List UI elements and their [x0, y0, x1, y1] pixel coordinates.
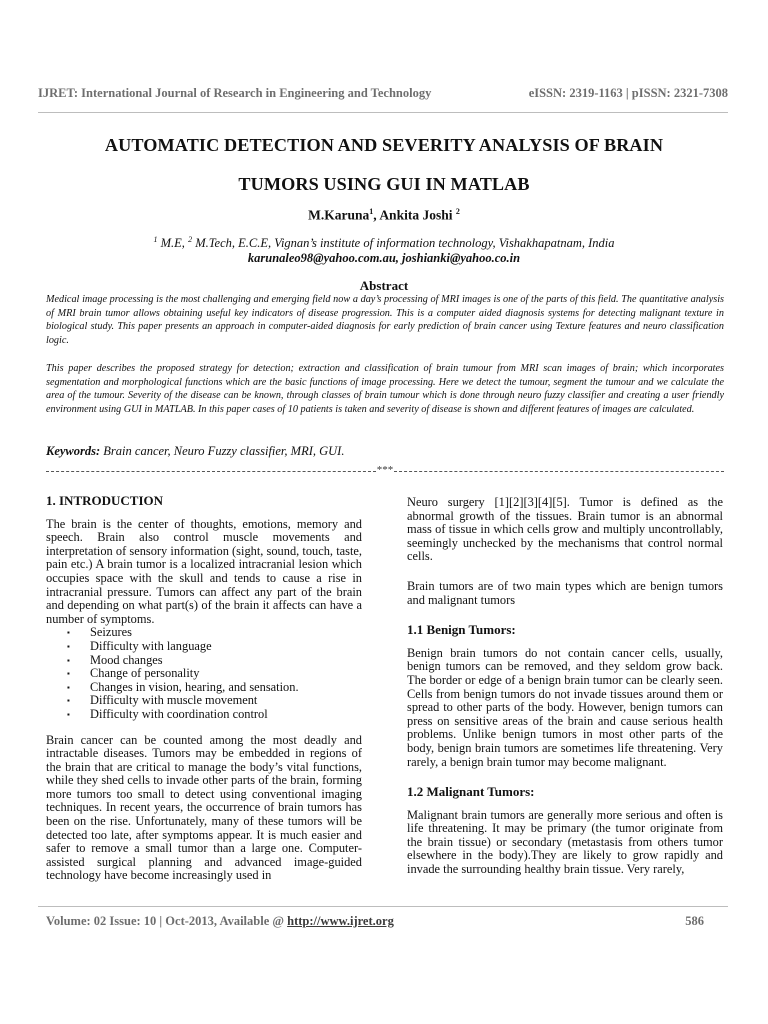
keywords-text: Brain cancer, Neuro Fuzzy classifier, MRI, GUI. [100, 444, 345, 458]
left-column [46, 494, 362, 895]
author-list [40, 207, 728, 224]
bullet-icon: ▪ [67, 655, 70, 665]
author-2-sup: 2 [455, 207, 460, 216]
intro-paragraph: The brain is the center of thoughts, emotions, memory and speech. Brain also control muscle movements and interpretation of sensory information (sight, sound, touch, taste, pain etc.) A brain tumor is a localized intracranial lesion which occupies space with the skull and tends to cause a rise in intracranial pressure. Tumors can affect any part of the brain and depending on what part(s) of the brain it affects can have a number of symptoms. [46, 516, 362, 626]
abstract-paragraph-2: This paper describes the proposed strategy for detection; extraction and classification of brain tumour from MRI scan images of brain; which incorporates segmentation and morphological functions which are the basic functions of image processing. Here we detect the tumour, segment the tumour and we calculate the area of the tumour. Severity of the disease can be known, through classes of brain tumour which is done through neuro fuzzy classifier and creating a user friendly environment using GUI in MATLAB. In this paper cases of 10 patients is taken and severity of disease is shown and different features of images are calculated. [46, 363, 724, 415]
list-item-text: Seizures [90, 625, 132, 640]
list-item [67, 706, 362, 722]
benign-heading: 1.1 Benign Tumors: [407, 622, 516, 638]
tumor-types-paragraph: Brain tumors are of two main types which are benign tumors and malignant tumors [407, 578, 723, 607]
malignant-heading: 1.2 Malignant Tumors: [407, 784, 535, 800]
intro-heading: 1. INTRODUCTION [46, 493, 164, 508]
paper-title [40, 126, 728, 204]
list-item-text: Mood changes [90, 652, 163, 667]
keywords-label: Keywords: [46, 444, 101, 458]
title-line-2: TUMORS USING GUI IN MATLAB [238, 174, 530, 194]
right-column [407, 496, 723, 889]
volume-text: Volume: 02 Issue: 10 | Oct-2013, Available @ [46, 914, 288, 928]
journal-url-link[interactable]: http://www.ijret.org [287, 914, 394, 928]
bullet-icon: ▪ [67, 628, 70, 638]
list-item-text: Change of personality [90, 666, 200, 681]
page-number: 586 [685, 914, 704, 928]
list-item-text: Difficulty with muscle movement [90, 693, 258, 708]
brain-cancer-paragraph: Brain cancer can be counted among the most deadly and intractable diseases. Tumors may be embedded in regions of the brain that are critical to manage the body’s vital functions, while they shed cells to invade other parts of the brain, forming more tumors too small to detect using conventional imaging techniques. In recent years, the occurrence of brain tumors has been on the rise. Unfortunately, many of these tumors will be detected too late, after symptoms appear. It is much easier and safer to remove a small tumor than a large one. Computer-assisted surgical planning and advanced image-guided technology have become increasingly used in [46, 732, 362, 883]
separator-dash-right [394, 471, 724, 472]
list-item-text: Difficulty with coordination control [90, 706, 268, 721]
bullet-icon: ▪ [67, 669, 70, 679]
journal-name: IJRET: International Journal of Research in Engineering and Technology [38, 86, 432, 100]
separator-dash-left [46, 471, 376, 472]
author-2: Ankita Joshi [379, 207, 453, 223]
bullet-icon: ▪ [67, 641, 70, 651]
abstract-heading: Abstract [359, 278, 409, 293]
bullet-icon: ▪ [67, 696, 70, 706]
author-1-sup: 1 [369, 207, 374, 216]
affil-text-2: M.Tech, E.C.E, Vignan’s institute of information technology, Vishakhapatnam, India [192, 236, 615, 251]
benign-paragraph: Benign brain tumors do not contain cancer cells, usually, benign tumors can be removed, and they seldom grow back. The border or edge of a benign brain tumor can be clearly seen. Cells from benign tumors do not invade tissues around them or spread to other parts of the body. However, benign tumors can press on sensitive areas of the brain and cause serious health problems. Unlike benign tumors in most other parts of the body, benign brain tumors are sometimes life threatening. Very rarely, a benign brain tumor may become malignant. [407, 645, 723, 769]
list-item-text: Changes in vision, hearing, and sensation. [90, 679, 299, 694]
list-item [67, 693, 362, 708]
abstract-paragraph-1: Medical image processing is the most challenging and emerging field now a day’s processing of MRI images is one of the parts of this field. The quantitative analysis of MRI brain tumor allows obtaining useful key indicators of disease progression. This is a computer aided diagnosis systems for detecting malignant texture in biological study. This paper presents an approach in computer-aided diagnosis for early prediction of brain cancer using Texture features and neuro classification logic. [46, 294, 724, 346]
affiliation [40, 232, 728, 266]
bullet-icon: ▪ [67, 682, 70, 692]
list-item [67, 679, 362, 695]
symptom-list [46, 626, 362, 721]
malignant-paragraph: Malignant brain tumors are generally more serious and often is life threatening. It may be primary (the tumor originate from the brain tissue) or secondary (metastasis from others tumor elsewhere in the body).They are likely to grow rapidly and invade the surrounding healthy brain tissue. Very rarely, [407, 807, 723, 877]
keywords [46, 444, 724, 459]
affil-sup-2: 2 [188, 235, 193, 244]
header-rule [38, 112, 728, 113]
affil-sup-1: 1 [153, 235, 158, 244]
section-separator [46, 464, 724, 476]
list-item-text: Difficulty with language [90, 638, 212, 653]
list-item [67, 652, 362, 668]
list-item [67, 638, 362, 654]
title-line-1: AUTOMATIC DETECTION AND SEVERITY ANALYSIS OF BRAIN [104, 135, 664, 155]
footer-rule [38, 906, 728, 907]
list-item [67, 625, 362, 640]
author-separator: , [373, 207, 380, 223]
separator-mark: *** [376, 464, 394, 476]
list-item [67, 666, 362, 681]
affil-text-1: M.E, [157, 236, 189, 251]
continuation-paragraph: Neuro surgery [1][2][3][4][5]. Tumor is defined as the abnormal growth of the tissues. Brain tumor is an abnormal mass of tissue in which cells grow and multiply uncontrollably, seemingly unchecked by the mechanisms that control normal cells. [407, 495, 723, 564]
bullet-icon: ▪ [67, 709, 70, 719]
volume-info [46, 914, 394, 929]
author-emails: karunaleo98@yahoo.com.au, joshianki@yahoo.co.in [247, 251, 521, 266]
author-1: M.Karuna [308, 207, 370, 223]
issn-numbers: eISSN: 2319-1163 | pISSN: 2321-7308 [528, 86, 728, 100]
